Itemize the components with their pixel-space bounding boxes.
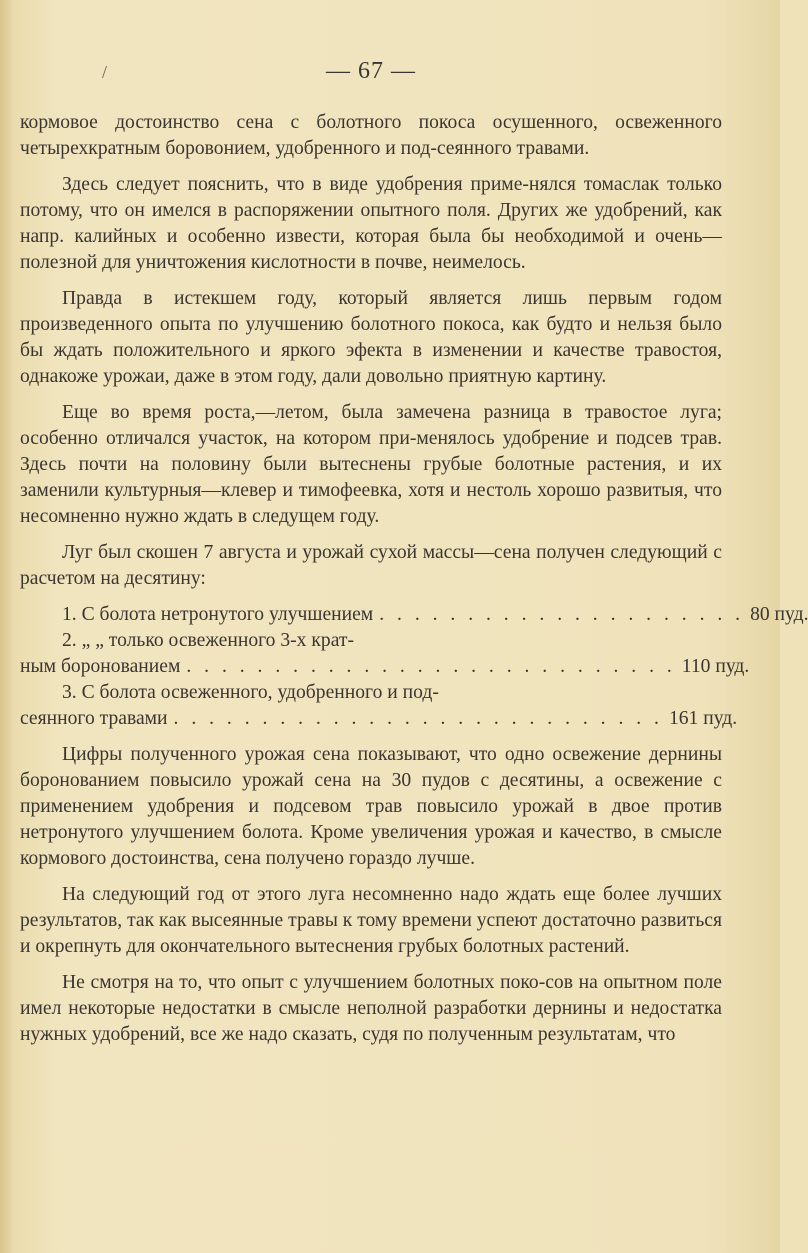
yield-item-label-cont: сеянного травами — [20, 708, 168, 729]
yield-item-label: 3. С болота освеженного, удобренного и под- — [62, 682, 439, 703]
yield-item-3-line-2 — [20, 706, 738, 732]
paragraph-2: Правда в истекшем году, который является лишь первым годом произведенного опыта по улучшению болотного покоса, как будто и нельзя было бы ждать положительного и яркого эфекта в изменении и качестве травостоя, однакоже урожаи, даже в этом году, дали довольно приятную картину. — [20, 288, 722, 387]
paragraph-5: Цифры полученного урожая сена показывают, что одно освежение дернины боронованием повысило урожай сена на 30 пудов с десятины, а освежение с применением удобрения и подсевом трав повысило урожай в двое против нетронутого улучшением болота. Кроме увеличения урожая и качество, в смысле кормового достоинства, сена получено гораздо лучше. — [20, 744, 722, 869]
yield-item-label: 1. С болота нетронутого улучшением — [62, 604, 374, 625]
dot-leader: . . . . . . . . . . . . . . . . . . . . . . . . . . . . — [173, 708, 663, 729]
yield-item-label: 2. „ „ только освеженного 3-х крат- — [62, 630, 354, 651]
yield-item-1 — [20, 602, 808, 628]
paragraph-3: Еще во время роста,—летом, была замечена разница в травостое луга; особенно отличался участок, на котором при-менялось удобрение и подсев трав. Здесь почти на половину были вытеснены грубые болотные растения, и их заменили культурныя—клевер и тимофеевка, хотя и нестоль хорошо развитыя, что несомненно нужно ждать в следущем году. — [20, 402, 722, 527]
yield-item-2-line-1 — [20, 628, 722, 654]
yield-item-3-line-1 — [20, 680, 722, 706]
yield-list — [20, 602, 808, 732]
yield-item-2-line-2 — [20, 654, 750, 680]
paragraph-6: На следующий год от этого луга несомненно надо ждать еще более лучших результатов, так как высеянные травы к тому времени успеют достаточно развиться и окрепнуть для окончательного вытеснения грубых болотных растений. — [20, 884, 722, 957]
dot-leader: . . . . . . . . . . . . . . . . . . . . . . . . . . . . — [186, 656, 676, 677]
paragraph-4: Луг был скошен 7 августа и урожай сухой массы—сена получен следующий с расчетом на десятину: — [20, 542, 722, 589]
intro-paragraph: кормовое достоинство сена с болотного покоса осушенного, освеженного четырехкратным боровонием, удобренного и под-сеянного травами. — [20, 112, 722, 159]
yield-item-label-cont: ным боронованием — [20, 656, 181, 677]
paragraph-1: Здесь следует пояснить, что в виде удобрения приме-нялся томаслак только потому, что он имелся в распоряжении опытного поля. Других же удобрений, как напр. калийных и особенно извести, которая была бы необходимой и очень— полезной для уничтожения кислотности в почве, неимелось. — [20, 174, 722, 273]
yield-item-value: 80 пуд. — [750, 604, 808, 625]
margin-mark: / — [102, 62, 108, 82]
paragraph-7: Не смотря на то, что опыт с улучшением болотных поко-сов на опытном поле имел некоторые недостатки в смысле неполной разработки дернины и недостатка нужных удобрений, все же надо сказать, судя по полученным результатам, что — [20, 972, 722, 1045]
yield-item-value: 161 пуд. — [668, 708, 738, 729]
page-number: — 67 — — [326, 58, 416, 84]
yield-item-value: 110 пуд. — [681, 656, 750, 677]
dot-leader: . . . . . . . . . . . . . . . . . . . . . — [379, 604, 745, 625]
